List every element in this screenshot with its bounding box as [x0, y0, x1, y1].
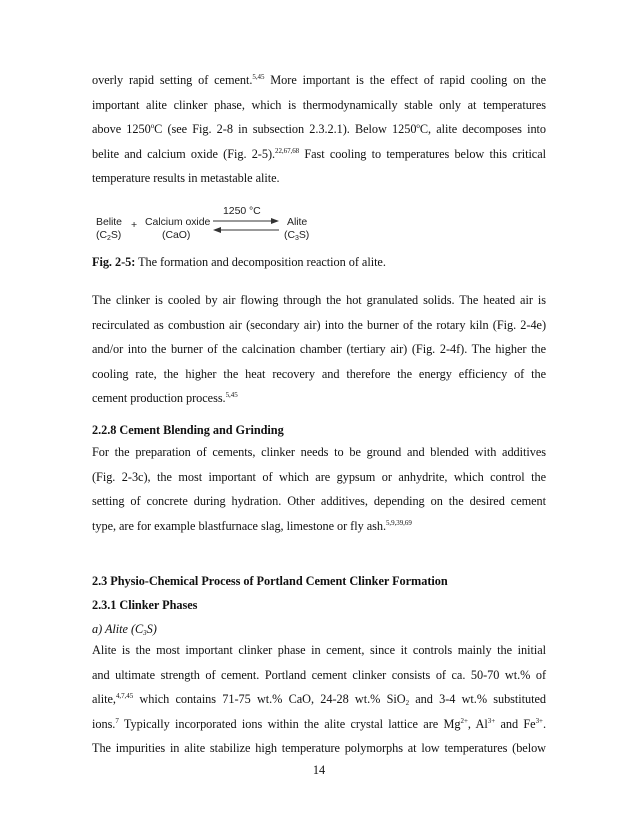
caption-label: Fig. 2-5: [92, 255, 136, 269]
subsection-heading-231: 2.3.1 Clinker Phases [92, 598, 198, 612]
text-span: The impurities in alite stabilize high temperature polymorphs at low temperatures (below [92, 741, 546, 755]
alite-label: Alite [287, 216, 308, 228]
text-line [92, 638, 546, 663]
text-span: temperature results in metastable alite. [92, 171, 280, 185]
formula-part: S) [298, 229, 310, 241]
text-span: type, are for example blastfurnace slag, limestone or fly ash. [92, 518, 386, 533]
caption-text: The formation and decomposition reaction of alite. [135, 255, 386, 269]
ion-charge: 3+ [487, 716, 496, 725]
paragraph-alite [92, 638, 546, 761]
text-line [92, 514, 546, 539]
text-span: cooling rate, the higher the heat recovery and therefore the energy efficiency of the [92, 366, 546, 381]
text-span: Fast cooling to temperatures below this critical [299, 146, 546, 161]
text-span: important alite clinker phase, which is thermodynamically stable only at temperatures [92, 97, 546, 112]
text-line [92, 712, 546, 737]
temperature-label: 1250 °C [223, 205, 261, 217]
item-heading-alite [92, 621, 157, 637]
text-span: , Al [467, 716, 488, 731]
text-span: and/or into the burner of the calcination chamber (tertiary air) (Fig. 2-4f). The higher the [92, 342, 546, 356]
text-span: (Fig. 2-3c), the most important of which are gypsum or anhydrite, which control the [92, 469, 546, 484]
text-span: More important is the effect of rapid cooling on the [264, 73, 546, 87]
text-line [92, 117, 546, 142]
ion-charge: 3+ [535, 716, 543, 725]
text-line [92, 736, 546, 761]
text-span: above 1250 [92, 122, 151, 136]
text-line [92, 68, 546, 93]
text-span: and 3-4 wt.% substituted [409, 692, 546, 706]
citation-ref: 5,45 [225, 391, 238, 399]
text-line [92, 93, 546, 118]
text-line [92, 142, 546, 167]
text-span: S) [146, 622, 157, 636]
text-line [92, 386, 546, 411]
text-span: a) Alite (C [92, 622, 144, 636]
formula-part: (C [96, 229, 107, 241]
text-span: The clinker is cooled by air flowing through the hot granulated solids. The heated air is [92, 293, 546, 307]
formula-part: (C [284, 229, 295, 241]
text-line [92, 465, 546, 490]
text-span: and Fe [495, 716, 536, 731]
formula-part: S) [110, 229, 122, 241]
text-span: For the preparation of cements, clinker needs to be ground and blended with additives [92, 445, 546, 459]
text-span: C (see Fig. 2-8 in subsection 2.3.2.1). Below 1250 [154, 122, 417, 136]
citation-ref: 4,7,45 [115, 692, 134, 700]
text-span: C, alite decomposes into [419, 122, 547, 136]
text-line [92, 687, 546, 712]
citation-ref: 7 [115, 716, 119, 725]
text-span: belite and calcium oxide (Fig. 2-5). [92, 146, 276, 161]
paragraph-blending [92, 440, 546, 538]
paragraph-clinker-cooling [92, 288, 546, 411]
text-line [92, 489, 546, 514]
text-span: ions. [92, 716, 116, 731]
section-heading-228: 2.2.8 Cement Blending and Grinding [92, 423, 284, 437]
text-span: and ultimate strength of cement. Portland cement clinker consists of ca. 50-70 wt.% of [92, 667, 546, 682]
text-span: setting of concrete during hydration. Other additives, depending on the desired cement [92, 494, 546, 508]
alite-formula [284, 229, 309, 241]
text-span: recirculated as combustion air (secondary air) into the burner of the rotary kiln (Fig. 2-4e) [92, 317, 546, 332]
belite-label: Belite [96, 216, 122, 228]
text-line [92, 313, 546, 338]
cao-formula: (CaO) [162, 229, 191, 241]
text-line [92, 337, 546, 362]
formula-subscript: 2 [405, 699, 410, 707]
formula-subscript: 3 [294, 235, 299, 242]
citation-ref: 5,9,39,69 [385, 518, 412, 527]
text-line [92, 663, 546, 688]
equilibrium-arrows-icon [211, 216, 281, 236]
text-line [92, 288, 546, 313]
formula-subscript: 3 [143, 629, 147, 637]
text-span: overly rapid setting of cement. [92, 73, 253, 87]
degree-symbol: o [416, 122, 420, 130]
paragraph-rapid-cooling [92, 68, 546, 191]
text-line [92, 362, 546, 387]
cao-label: Calcium oxide [145, 216, 211, 228]
page-number: 14 [312, 763, 326, 777]
text-span: which contains 71-75 wt.% CaO, 24-28 wt.% SiO [133, 692, 406, 706]
belite-formula [96, 229, 121, 241]
citation-ref: 5,45 [252, 73, 265, 81]
plus-sign: + [131, 219, 138, 231]
reaction-figure [90, 202, 330, 242]
text-span: Typically incorporated ions within the alite crystal lattice are Mg [118, 716, 461, 731]
figure-caption [92, 254, 386, 270]
section-heading-23: 2.3 Physio-Chemical Process of Portland Cement Clinker Formation [92, 574, 448, 588]
degree-symbol: o [150, 122, 155, 130]
text-span: . [542, 716, 546, 731]
text-span: alite, [92, 692, 116, 706]
citation-ref: 22,67,68 [275, 146, 300, 155]
text-line [92, 440, 546, 465]
text-line [92, 166, 546, 191]
ion-charge: 2+ [460, 716, 468, 725]
text-span: Alite is the most important clinker phase in cement, since it controls mainly the initial [92, 643, 546, 657]
formula-subscript: 2 [106, 235, 111, 242]
text-span: cement production process. [92, 391, 226, 405]
